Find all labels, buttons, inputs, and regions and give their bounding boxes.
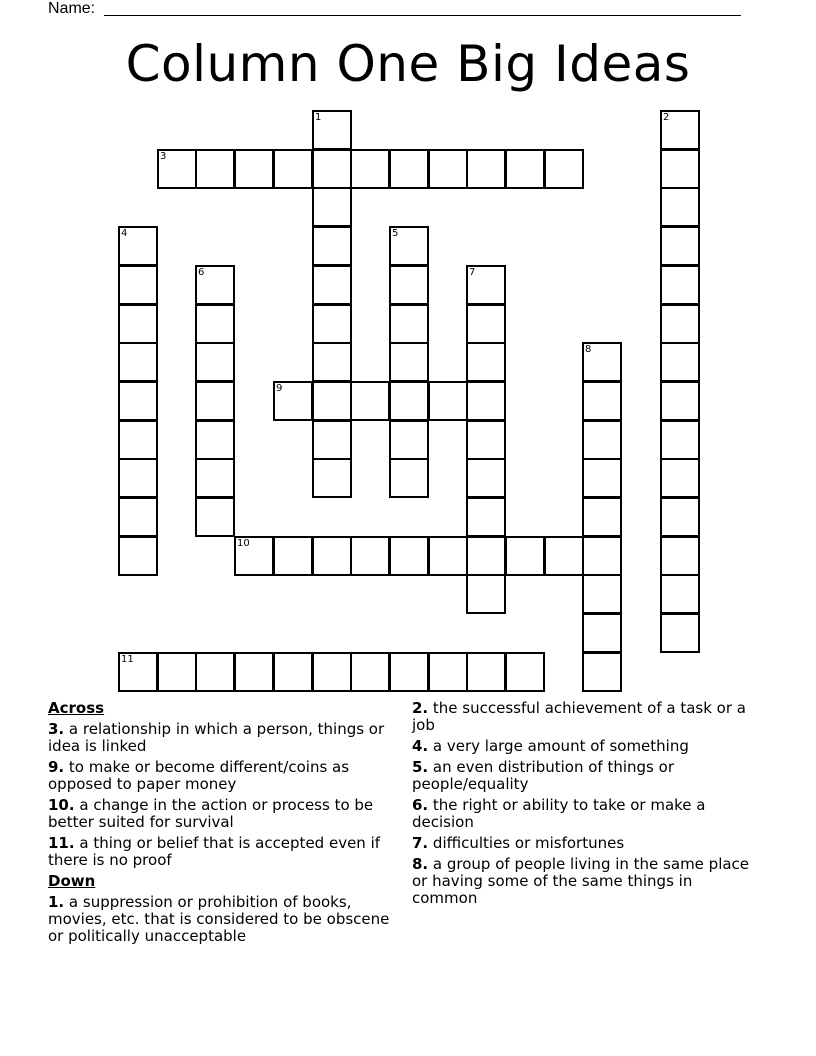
grid-cell[interactable] (466, 381, 506, 421)
grid-cell[interactable] (195, 381, 235, 421)
clue-number: 8. (412, 855, 429, 873)
grid-cell[interactable] (660, 613, 700, 653)
grid-cell[interactable] (582, 342, 622, 382)
grid-cell[interactable] (234, 536, 274, 576)
clue-text: a change in the action or process to be better suited for survival (48, 796, 374, 831)
grid-cell[interactable] (582, 574, 622, 614)
grid-cell[interactable] (273, 149, 313, 189)
grid-cell[interactable] (157, 652, 197, 692)
grid-cell[interactable] (428, 149, 468, 189)
cell-number: 1 (315, 112, 322, 123)
cell-number: 6 (198, 267, 205, 278)
cell-number: 2 (663, 112, 670, 123)
grid-cell[interactable] (582, 420, 622, 460)
grid-cell[interactable] (428, 536, 468, 576)
grid-cell[interactable] (195, 342, 235, 382)
grid-cell[interactable] (389, 381, 429, 421)
grid-cell[interactable] (312, 381, 352, 421)
grid-cell[interactable] (544, 536, 584, 576)
cell-number: 11 (121, 654, 134, 665)
down-clue-1 (48, 894, 404, 945)
grid-cell[interactable] (466, 420, 506, 460)
grid-cell[interactable] (389, 226, 429, 266)
grid-cell[interactable] (389, 304, 429, 344)
grid-cell[interactable] (660, 458, 700, 498)
grid-cell[interactable] (312, 458, 352, 498)
cell-number: 9 (276, 383, 283, 394)
grid-cell[interactable] (312, 420, 352, 460)
grid-cell[interactable] (466, 265, 506, 305)
grid-cell[interactable] (350, 652, 390, 692)
clue-number: 2. (412, 699, 429, 717)
grid-cell[interactable] (660, 574, 700, 614)
grid-cell[interactable] (660, 420, 700, 460)
grid-cell[interactable] (157, 149, 197, 189)
grid-cell[interactable] (660, 381, 700, 421)
grid-cell[interactable] (660, 536, 700, 576)
down-heading: Down (48, 872, 96, 890)
cell-number: 10 (237, 538, 250, 549)
grid-cell[interactable] (195, 304, 235, 344)
clue-text: a relationship in which a person, things or idea is linked (48, 720, 385, 755)
grid-cell[interactable] (582, 497, 622, 537)
grid-cell[interactable] (350, 536, 390, 576)
grid-cell[interactable] (466, 458, 506, 498)
clue-number: 3. (48, 720, 65, 738)
down-clue-7 (412, 835, 762, 852)
grid-cell[interactable] (544, 149, 584, 189)
clue-text: the successful achievement of a task or a job (412, 699, 746, 734)
clue-text: a very large amount of something (432, 737, 689, 755)
clue-text: a thing or belief that is accepted even if there is no proof (48, 834, 381, 869)
grid-cell[interactable] (118, 458, 158, 498)
clue-number: 5. (412, 758, 429, 776)
grid-cell[interactable] (118, 381, 158, 421)
grid-cell[interactable] (389, 420, 429, 460)
down-clue-5 (412, 759, 762, 793)
grid-cell[interactable] (195, 458, 235, 498)
grid-cell[interactable] (389, 265, 429, 305)
across-clue-10 (48, 797, 404, 831)
grid-cell[interactable] (312, 265, 352, 305)
clue-text: the right or ability to take or make a decision (412, 796, 706, 831)
grid-cell[interactable] (466, 149, 506, 189)
clues-right-column (412, 700, 762, 911)
clue-text: a suppression or prohibition of books, movies, etc. that is considered to be obscene or politically unacceptable (48, 893, 390, 945)
clue-number: 6. (412, 796, 429, 814)
grid-cell[interactable] (312, 536, 352, 576)
grid-cell[interactable] (312, 149, 352, 189)
grid-cell[interactable] (273, 381, 313, 421)
across-clue-9 (48, 759, 404, 793)
clue-number: 7. (412, 834, 429, 852)
grid-cell[interactable] (660, 304, 700, 344)
grid-cell[interactable] (660, 149, 700, 189)
grid-cell[interactable] (660, 342, 700, 382)
clue-text: an even distribution of things or people/equality (412, 758, 674, 793)
grid-cell[interactable] (582, 652, 622, 692)
grid-cell[interactable] (312, 226, 352, 266)
grid-cell[interactable] (428, 381, 468, 421)
grid-cell[interactable] (660, 187, 700, 227)
grid-cell[interactable] (118, 497, 158, 537)
grid-cell[interactable] (389, 458, 429, 498)
grid-cell[interactable] (312, 187, 352, 227)
clue-text: to make or become different/coins as opposed to paper money (48, 758, 350, 793)
grid-cell[interactable] (118, 652, 158, 692)
grid-cell[interactable] (195, 149, 235, 189)
grid-cell[interactable] (505, 652, 545, 692)
clue-number: 1. (48, 893, 65, 911)
grid-cell[interactable] (118, 342, 158, 382)
cell-number: 5 (392, 228, 399, 239)
grid-cell[interactable] (312, 652, 352, 692)
cell-number: 4 (121, 228, 128, 239)
grid-cell[interactable] (389, 652, 429, 692)
grid-cell[interactable] (234, 652, 274, 692)
page-title: Column One Big Ideas (125, 35, 691, 93)
cell-number: 7 (469, 267, 476, 278)
grid-cell[interactable] (660, 497, 700, 537)
grid-cell[interactable] (428, 652, 468, 692)
grid-cell[interactable] (389, 536, 429, 576)
grid-cell[interactable] (466, 342, 506, 382)
grid-cell[interactable] (505, 149, 545, 189)
clue-number: 11. (48, 834, 75, 852)
grid-cell[interactable] (660, 110, 700, 150)
grid-cell[interactable] (273, 536, 313, 576)
grid-cell[interactable] (234, 149, 274, 189)
clue-text: a group of people living in the same place or having some of the same things in common (412, 855, 750, 907)
across-clue-3 (48, 721, 404, 755)
cell-number: 8 (585, 344, 592, 355)
grid-cell[interactable] (118, 420, 158, 460)
grid-cell[interactable] (505, 536, 545, 576)
grid-cell[interactable] (195, 420, 235, 460)
down-clue-2 (412, 700, 762, 734)
clues-left-column (48, 700, 404, 949)
grid-cell[interactable] (660, 265, 700, 305)
grid-cell[interactable] (582, 536, 622, 576)
grid-cell[interactable] (389, 342, 429, 382)
grid-cell[interactable] (195, 497, 235, 537)
grid-cell[interactable] (118, 304, 158, 344)
grid-cell[interactable] (350, 381, 390, 421)
grid-cell[interactable] (466, 304, 506, 344)
grid-cell[interactable] (350, 149, 390, 189)
grid-cell[interactable] (273, 652, 313, 692)
down-clue-6 (412, 797, 762, 831)
grid-cell[interactable] (312, 110, 352, 150)
grid-cell[interactable] (582, 458, 622, 498)
grid-cell[interactable] (582, 381, 622, 421)
clue-number: 10. (48, 796, 75, 814)
grid-cell[interactable] (195, 652, 235, 692)
across-heading: Across (48, 699, 105, 717)
grid-cell[interactable] (195, 265, 235, 305)
cell-number: 3 (160, 151, 167, 162)
across-clue-11 (48, 835, 404, 869)
down-clue-4 (412, 738, 762, 755)
grid-cell[interactable] (466, 536, 506, 576)
grid-cell[interactable] (118, 265, 158, 305)
down-clue-8 (412, 856, 762, 907)
clue-text: difficulties or misfortunes (432, 834, 625, 852)
grid-cell[interactable] (312, 342, 352, 382)
grid-cell[interactable] (582, 613, 622, 653)
grid-cell[interactable] (118, 226, 158, 266)
grid-cell[interactable] (312, 304, 352, 344)
grid-cell[interactable] (466, 574, 506, 614)
grid-cell[interactable] (466, 497, 506, 537)
grid-cell[interactable] (118, 536, 158, 576)
grid-cell[interactable] (389, 149, 429, 189)
clue-number: 4. (412, 737, 429, 755)
grid-cell[interactable] (466, 652, 506, 692)
name-label: Name: (48, 0, 96, 17)
grid-cell[interactable] (660, 226, 700, 266)
clue-number: 9. (48, 758, 65, 776)
